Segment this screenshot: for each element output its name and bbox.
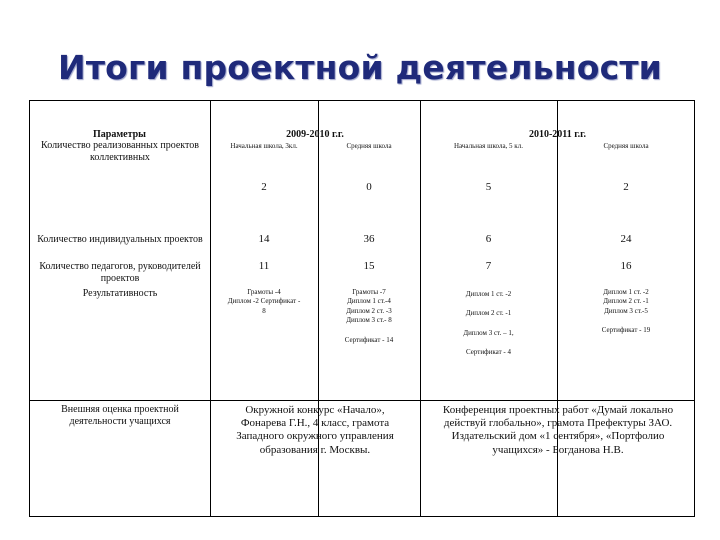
table-cell: 7 — [485, 260, 492, 272]
row-label-external: Внешняя оценка проектной деятельности учащихся — [61, 404, 179, 427]
results-line: Грамоты -7 — [352, 288, 386, 296]
row-label-collective: Количество реализованных проектов коллективных — [41, 140, 199, 163]
page-title: Итоги проектной деятельности — [58, 48, 662, 87]
table-cell: 0 — [366, 181, 372, 193]
table-cell: 14 — [258, 233, 270, 245]
external-cell-2010-2011: Конференция проектных работ «Думай локально действуй глобально», грамота Префектуры ЗАО. Издательский дом «1 сентября», «Портфолио учащихся» - Богданова Н.В. — [442, 404, 674, 456]
table-cell: 6 — [485, 233, 492, 245]
table-cell: 2 — [261, 181, 267, 193]
results-cell-primary-2010 — [420, 290, 557, 358]
subheader-primary-2009: Начальная школа, 3кл. — [230, 142, 298, 150]
results-line: Диплом 1 ст. -2 — [603, 288, 649, 296]
results-line: Диплом 3 ст.-5 — [604, 306, 648, 315]
params-header: Параметры — [93, 129, 146, 140]
results-line: Сертификат - 4 — [466, 348, 511, 357]
row-label-individual: Количество индивидуальных проектов — [37, 234, 203, 245]
table-cell: 5 — [485, 181, 492, 193]
results-line: Диплом 3 ст.- 8 — [346, 316, 392, 325]
subheader-secondary-2010: Средняя школа — [603, 142, 649, 150]
results-line: Сертификат - 14 — [344, 335, 394, 344]
table-cell: 15 — [363, 260, 375, 272]
table-cell: 16 — [620, 260, 632, 272]
row-label-teachers: Количество педагогов, руководителей проектов — [39, 261, 201, 284]
subheader-primary-2010: Начальная школа, 5 кл. — [454, 142, 523, 150]
results-line: Диплом 3 ст. – 1, — [463, 328, 514, 337]
table-cell: 2 — [623, 181, 629, 193]
table-cell: 11 — [258, 260, 270, 272]
results-cell-secondary-2009 — [318, 288, 420, 345]
external-cell-2009-2010: Окружной конкурс «Начало», Фонарева Г.Н., 4 класс, грамота Западного окружного управления образования г. Москвы. — [236, 404, 394, 456]
results-line: Грамоты -4 — [247, 288, 281, 296]
table-divider — [29, 400, 695, 401]
results-line: Диплом 1 ст.-4 — [347, 297, 391, 306]
subheader-secondary-2009: Средняя школа — [346, 142, 392, 150]
results-line: 8 — [262, 306, 266, 315]
results-line: Диплом 2 ст. -1 — [465, 309, 512, 318]
row-label-results: Результативность — [82, 288, 158, 299]
year-header-2009-2010: 2009-2010 г.г. — [286, 129, 344, 140]
results-line: Диплом 1 ст. -2 — [465, 290, 512, 298]
results-line: Сертификат - 19 — [601, 326, 651, 335]
results-line: Диплом 2 ст. -3 — [346, 306, 392, 315]
results-line: Диплом -2 Сертификат - — [227, 297, 301, 306]
table-cell: 24 — [620, 233, 632, 245]
year-header-2010-2011: 2010-2011 г.г. — [528, 129, 587, 140]
results-line: Диплом 2 ст. -1 — [603, 297, 649, 306]
results-cell-primary-2009 — [210, 288, 318, 316]
results-cell-secondary-2010 — [557, 288, 695, 336]
table-cell: 36 — [363, 233, 375, 245]
